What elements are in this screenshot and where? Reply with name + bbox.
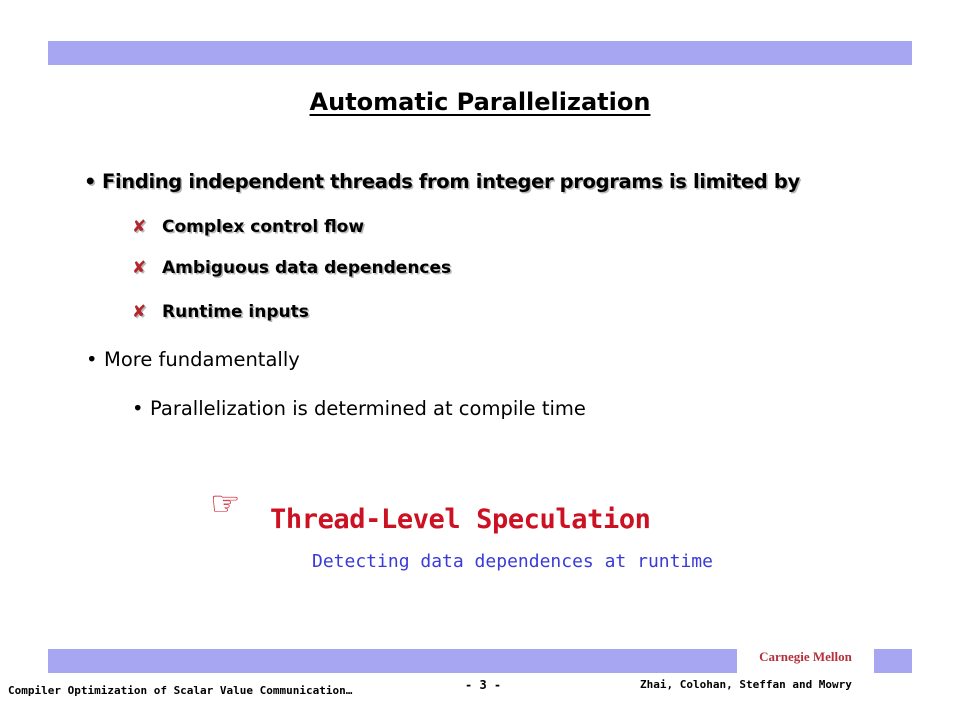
footer-title: Compiler Optimization of Scalar Value Communication… <box>8 684 353 697</box>
subitem-1 <box>132 217 364 237</box>
footer-authors: Zhai, Colohan, Steffan and Mowry <box>640 678 852 691</box>
x-mark-icon: ✘ <box>132 302 147 322</box>
x-mark-icon: ✘ <box>132 217 147 237</box>
subitem-2 <box>132 258 451 278</box>
x-mark-icon: ✘ <box>132 258 147 278</box>
bullet-dot-icon: • <box>132 397 144 420</box>
header-bar <box>48 41 912 65</box>
subitem-3 <box>132 302 309 322</box>
bullet-2-text: More fundamentally <box>104 348 300 371</box>
page-number: - 3 - <box>465 678 502 692</box>
bullet-1 <box>84 170 800 193</box>
footer-bar <box>48 649 737 673</box>
bullet-2-subitem <box>132 397 586 420</box>
bullet-dot-icon: • <box>84 170 97 193</box>
bullet-2 <box>86 348 300 371</box>
callout-title: Thread-Level Speculation <box>270 504 651 535</box>
footer-bar-end <box>874 649 912 673</box>
subitem-3-text: Runtime inputs <box>162 302 309 322</box>
subitem-2-text: Ambiguous data dependences <box>162 258 452 278</box>
subitem-1-text: Complex control flow <box>162 217 365 237</box>
callout-subtitle: Detecting data dependences at runtime <box>312 551 713 572</box>
brand-label: Carnegie Mellon <box>759 649 852 664</box>
bullet-dot-icon: • <box>86 348 98 371</box>
pointing-hand-icon: ☞ <box>210 484 241 524</box>
bullet-2-subitem-text: Parallelization is determined at compile time <box>150 397 586 420</box>
slide-title: Automatic Parallelization <box>309 88 651 116</box>
bullet-1-text: Finding independent threads from integer programs is limited by <box>102 170 800 193</box>
